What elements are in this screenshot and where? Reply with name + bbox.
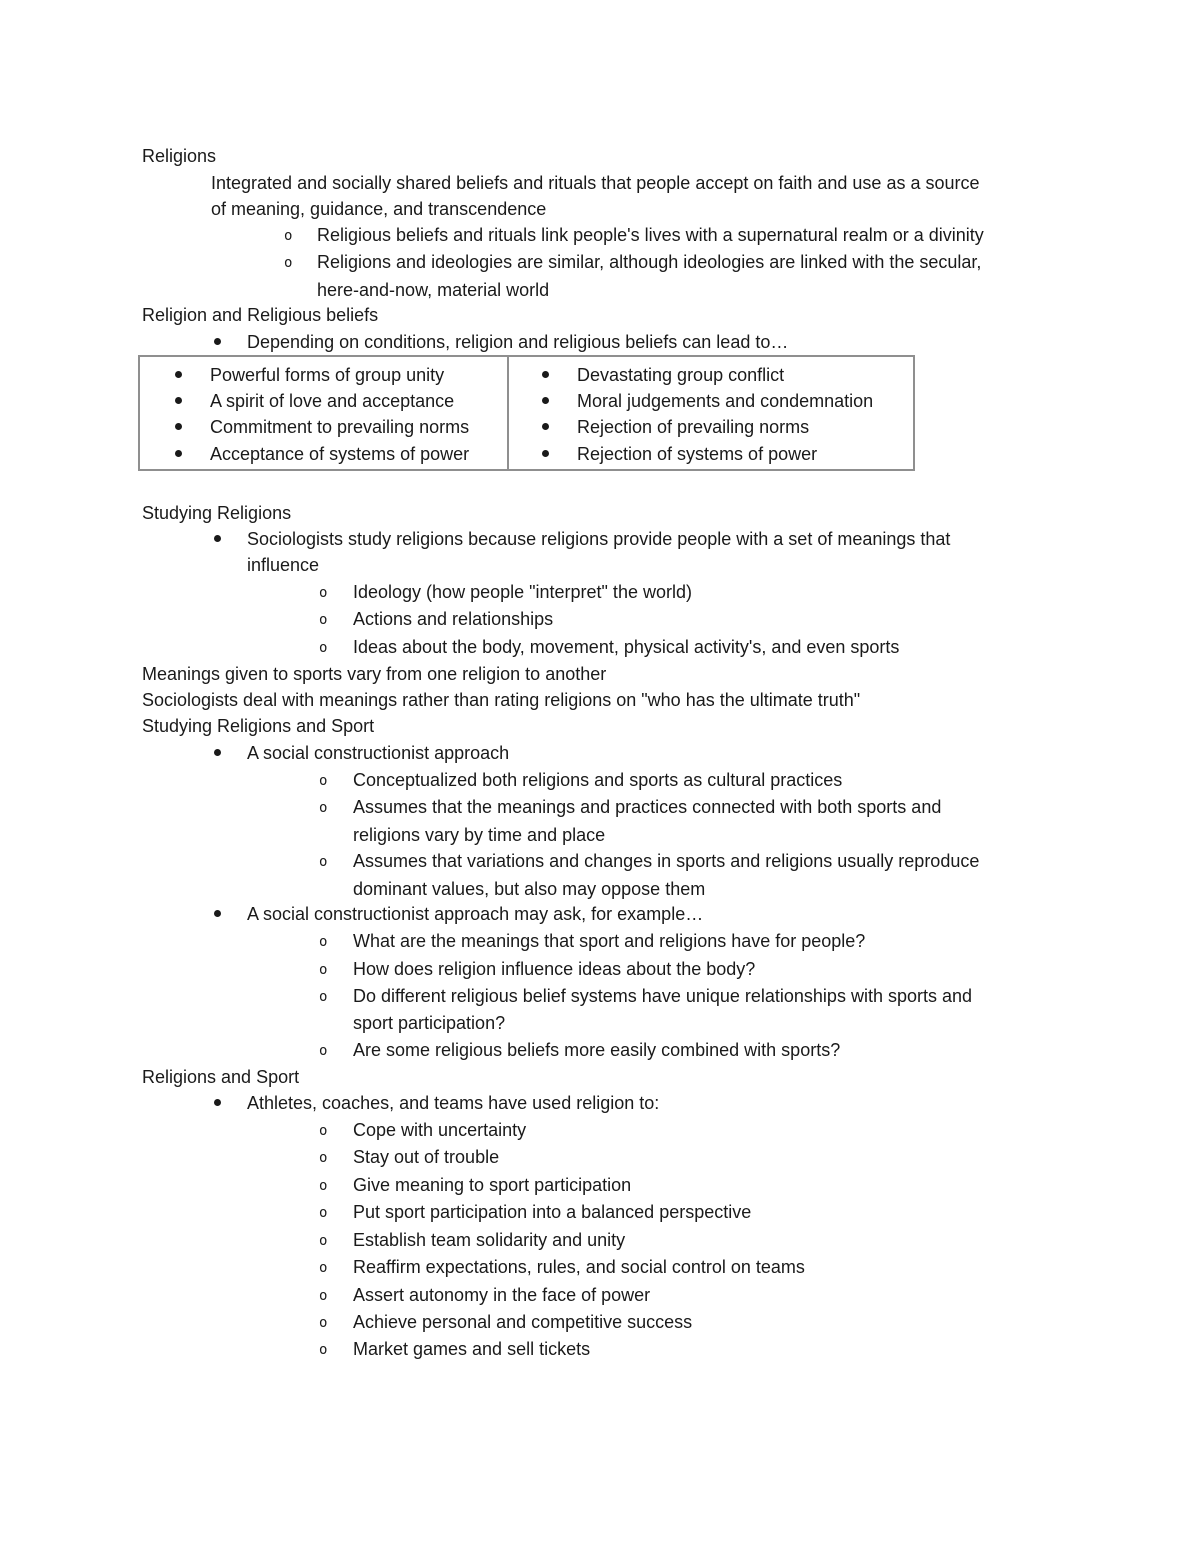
bullet-icon bbox=[542, 371, 549, 378]
sub-bullet-icon: o bbox=[319, 934, 328, 950]
list-item: Do different religious belief systems have unique relationships with sports and bbox=[353, 986, 973, 1006]
sub-bullet-icon: o bbox=[319, 640, 328, 656]
bullet-icon bbox=[214, 910, 221, 917]
section-heading: Studying Religions bbox=[142, 503, 292, 523]
list-item: A social constructionist approach may ask, for example… bbox=[247, 904, 704, 924]
list-item: Reaffirm expectations, rules, and social control on teams bbox=[353, 1257, 805, 1277]
list-item: Ideology (how people "interpret" the world) bbox=[353, 582, 692, 602]
list-item: Assumes that variations and changes in sports and religions usually reproduce bbox=[353, 851, 980, 871]
sub-bullet-icon: o bbox=[319, 1315, 328, 1331]
list-item: Establish team solidarity and unity bbox=[353, 1230, 626, 1250]
list-item: What are the meanings that sport and religions have for people? bbox=[353, 931, 866, 951]
list-item: Religions and ideologies are similar, although ideologies are linked with the secular, bbox=[317, 252, 982, 272]
list-item: Athletes, coaches, and teams have used religion to: bbox=[247, 1093, 660, 1113]
table-column-divider bbox=[507, 355, 509, 471]
section-heading: Studying Religions and Sport bbox=[142, 716, 375, 736]
list-item-continued: influence bbox=[247, 555, 320, 575]
body-line: Meanings given to sports vary from one religion to another bbox=[142, 664, 607, 684]
list-item: Sociologists study religions because religions provide people with a set of meanings that bbox=[247, 529, 951, 549]
list-item-continued: dominant values, but also may oppose them bbox=[353, 879, 706, 899]
definition-line: Integrated and socially shared beliefs and rituals that people accept on faith and use as a source bbox=[211, 173, 980, 193]
bullet-icon bbox=[214, 1099, 221, 1106]
table-cell-right: Rejection of systems of power bbox=[577, 444, 818, 464]
list-item: Are some religious beliefs more easily combined with sports? bbox=[353, 1040, 841, 1060]
list-item: How does religion influence ideas about the body? bbox=[353, 959, 756, 979]
section-heading: Religions and Sport bbox=[142, 1067, 300, 1087]
sub-bullet-icon: o bbox=[319, 1123, 328, 1139]
table-cell-left: Powerful forms of group unity bbox=[210, 365, 445, 385]
list-item: Give meaning to sport participation bbox=[353, 1175, 632, 1195]
sub-bullet-icon: o bbox=[284, 255, 293, 271]
sub-bullet-icon: o bbox=[319, 1288, 328, 1304]
bullet-icon bbox=[214, 338, 221, 345]
table-cell-right: Moral judgements and condemnation bbox=[577, 391, 874, 411]
bullet-icon bbox=[542, 397, 549, 404]
section-heading: Religion and Religious beliefs bbox=[142, 305, 379, 325]
list-item: Depending on conditions, religion and religious beliefs can lead to… bbox=[247, 332, 789, 352]
sub-bullet-icon: o bbox=[319, 1205, 328, 1221]
bullet-icon bbox=[175, 423, 182, 430]
sub-bullet-icon: o bbox=[319, 800, 328, 816]
definition-line: of meaning, guidance, and transcendence bbox=[211, 199, 547, 219]
list-item-continued: sport participation? bbox=[353, 1013, 506, 1033]
sub-bullet-icon: o bbox=[319, 1233, 328, 1249]
list-item: Cope with uncertainty bbox=[353, 1120, 527, 1140]
sub-bullet-icon: o bbox=[319, 1043, 328, 1059]
bullet-icon bbox=[175, 397, 182, 404]
list-item: Conceptualized both religions and sports as cultural practices bbox=[353, 770, 843, 790]
sub-bullet-icon: o bbox=[319, 962, 328, 978]
list-item: A social constructionist approach bbox=[247, 743, 510, 763]
sub-bullet-icon: o bbox=[319, 989, 328, 1005]
list-item: Achieve personal and competitive success bbox=[353, 1312, 693, 1332]
body-line: Sociologists deal with meanings rather than rating religions on "who has the ultimate truth" bbox=[142, 690, 861, 710]
table-cell-left: A spirit of love and acceptance bbox=[210, 391, 455, 411]
sub-bullet-icon: o bbox=[319, 612, 328, 628]
list-item-continued: religions vary by time and place bbox=[353, 825, 606, 845]
sub-bullet-icon: o bbox=[319, 1150, 328, 1166]
list-item: Ideas about the body, movement, physical activity's, and even sports bbox=[353, 637, 900, 657]
bullet-icon bbox=[542, 423, 549, 430]
list-item: Assert autonomy in the face of power bbox=[353, 1285, 651, 1305]
list-item: Assumes that the meanings and practices connected with both sports and bbox=[353, 797, 942, 817]
bullet-icon bbox=[175, 450, 182, 457]
sub-bullet-icon: o bbox=[284, 228, 293, 244]
bullet-icon bbox=[542, 450, 549, 457]
list-item: Stay out of trouble bbox=[353, 1147, 500, 1167]
sub-bullet-icon: o bbox=[319, 585, 328, 601]
bullet-icon bbox=[214, 535, 221, 542]
sub-bullet-icon: o bbox=[319, 773, 328, 789]
sub-bullet-icon: o bbox=[319, 1260, 328, 1276]
section-heading: Religions bbox=[142, 146, 217, 166]
sub-bullet-icon: o bbox=[319, 854, 328, 870]
list-item-continued: here-and-now, material world bbox=[317, 280, 550, 300]
list-item: Actions and relationships bbox=[353, 609, 554, 629]
table-cell-left: Acceptance of systems of power bbox=[210, 444, 470, 464]
table-cell-right: Devastating group conflict bbox=[577, 365, 785, 385]
list-item: Put sport participation into a balanced perspective bbox=[353, 1202, 752, 1222]
bullet-icon bbox=[214, 749, 221, 756]
bullet-icon bbox=[175, 371, 182, 378]
table-cell-right: Rejection of prevailing norms bbox=[577, 417, 810, 437]
sub-bullet-icon: o bbox=[319, 1342, 328, 1358]
list-item: Religious beliefs and rituals link people's lives with a supernatural realm or a divinity bbox=[317, 225, 984, 245]
list-item: Market games and sell tickets bbox=[353, 1339, 591, 1359]
table-cell-left: Commitment to prevailing norms bbox=[210, 417, 470, 437]
sub-bullet-icon: o bbox=[319, 1178, 328, 1194]
